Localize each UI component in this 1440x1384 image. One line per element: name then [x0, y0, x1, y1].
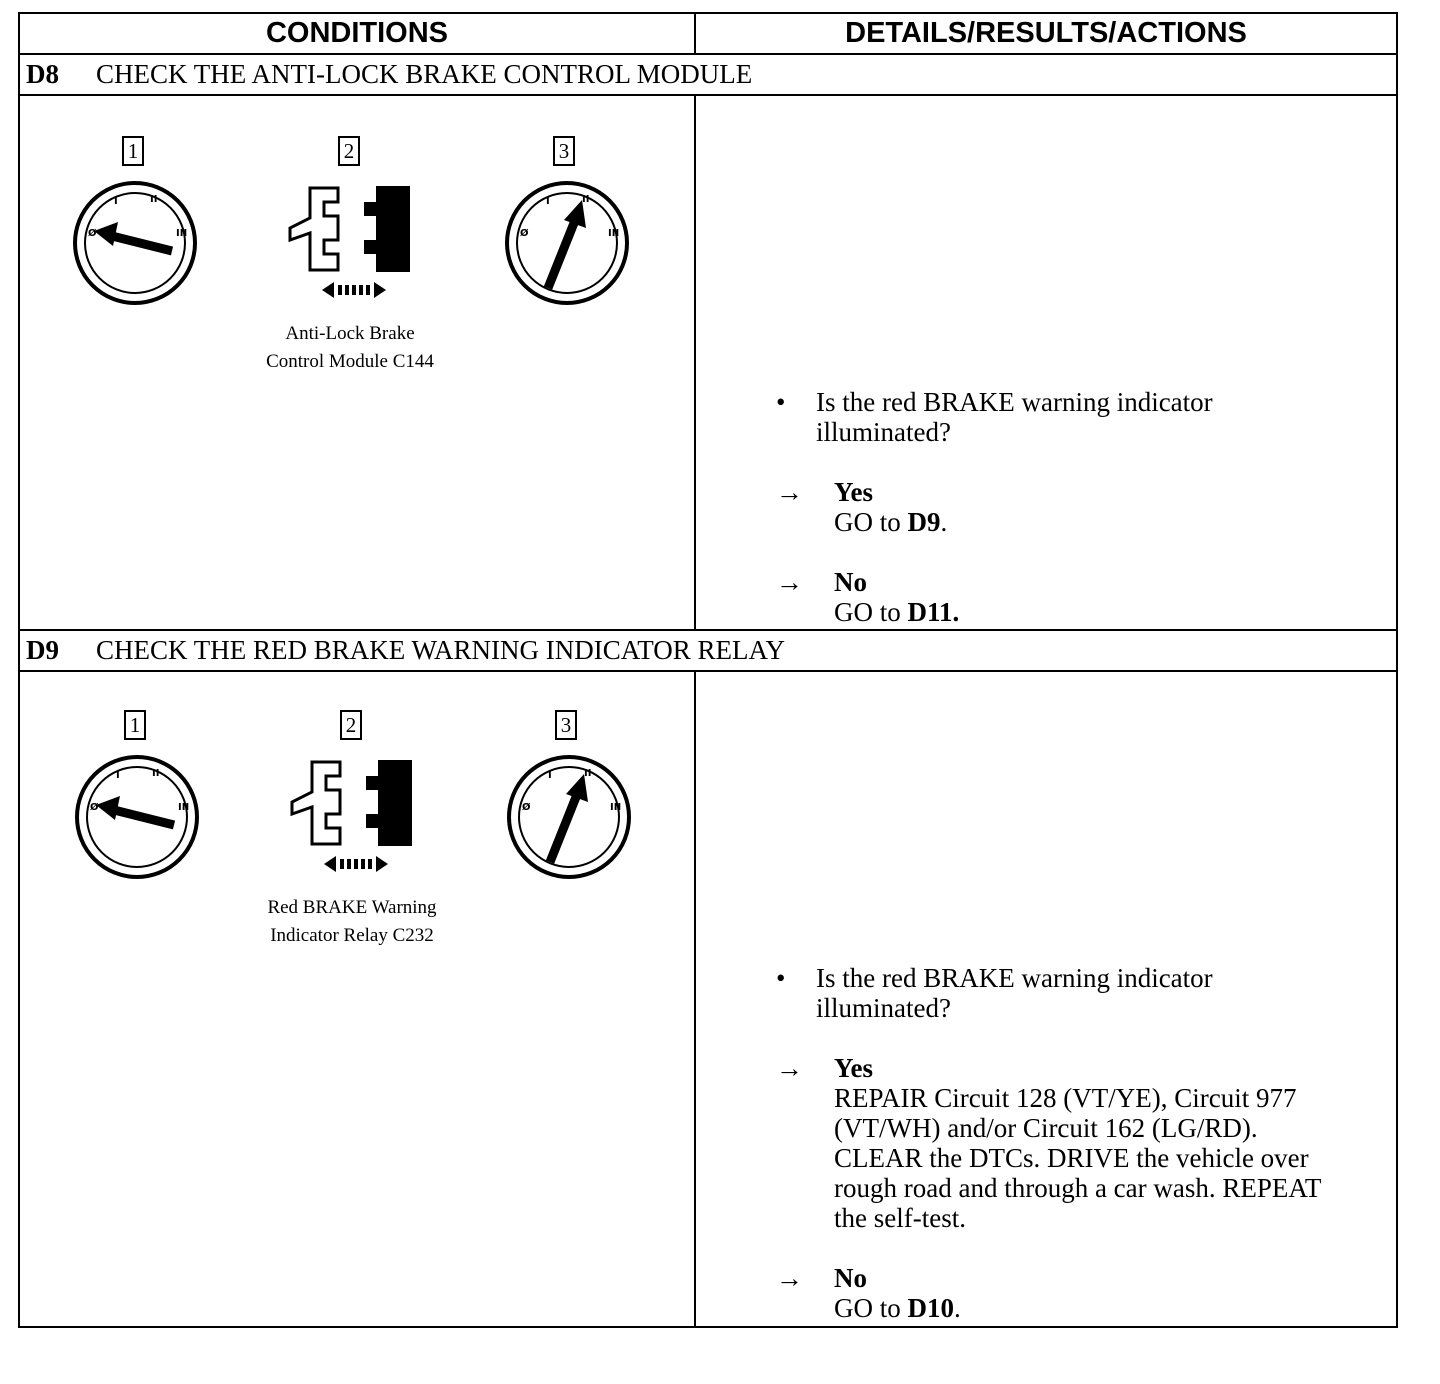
details-cell — [696, 96, 1396, 629]
svg-text:II: II — [584, 768, 592, 779]
step-number-1: 1 — [124, 710, 146, 740]
no-action: GO to D10. — [834, 1293, 961, 1323]
answer-no — [776, 567, 1434, 627]
caption-line-1: Red BRAKE Warning — [267, 897, 437, 918]
arrow-right-icon: → — [776, 567, 803, 597]
yes-label: Yes — [834, 477, 873, 507]
step-number-2: 2 — [340, 710, 362, 740]
svg-text:Ø: Ø — [522, 802, 531, 813]
section-id: D8 — [26, 59, 59, 89]
svg-text:III: III — [178, 802, 190, 813]
bullet-icon: • — [776, 963, 786, 993]
conditions-cell — [20, 96, 696, 629]
ignition-off-icon — [72, 752, 202, 882]
ignition-run-icon — [502, 178, 632, 308]
conditions-cell — [20, 672, 696, 1326]
ign-mark-2: II — [150, 194, 158, 205]
arrow-right-icon: → — [776, 1263, 803, 1293]
arrow-right-icon: → — [776, 477, 803, 507]
diagnostic-table — [18, 12, 1398, 1328]
ignition-off-icon — [70, 178, 200, 308]
no-action: GO to D11. — [834, 597, 960, 627]
yes-label: Yes — [834, 1053, 873, 1083]
no-label: No — [834, 1263, 867, 1293]
svg-text:III: III — [610, 802, 622, 813]
caption-line-1: Anti-Lock Brake — [285, 323, 415, 344]
step-number-2: 2 — [338, 136, 360, 166]
section-body — [20, 96, 1396, 631]
step-number-3: 3 — [555, 710, 577, 740]
section-d8 — [20, 55, 1396, 631]
connector-icon — [280, 178, 420, 298]
section-title — [20, 631, 1396, 672]
section-title-text: CHECK THE RED BRAKE WARNING INDICATOR RELAY — [96, 635, 786, 665]
question: • Is the red BRAKE warning indicator illuminated? — [776, 387, 1213, 447]
caption-line-2: Control Module C144 — [266, 351, 434, 372]
step-number-3: 3 — [553, 136, 575, 166]
details-cell — [696, 672, 1396, 1326]
table-header — [20, 14, 1396, 55]
answer-no — [776, 1263, 1434, 1323]
svg-text:I: I — [546, 196, 550, 207]
section-d9 — [20, 631, 1396, 1326]
section-body — [20, 672, 1396, 1326]
ign-mark-3: III — [176, 228, 188, 239]
svg-text:III: III — [608, 228, 620, 239]
arrow-right-icon: → — [776, 1053, 803, 1083]
question: • Is the red BRAKE warning indicator illuminated? — [776, 963, 1213, 1023]
svg-text:II: II — [582, 194, 590, 205]
ign-mark-1: I — [114, 196, 118, 207]
bullet-icon: • — [776, 387, 786, 417]
answer-yes: → Yes REPAIR Circuit 128 (VT/YE), Circuit 977 (VT/WH) and/or Circuit 162 (LG/RD). CLEAR the DTCs. DRIVE the vehicle over rough road and through a car wash. REPEAT the self-test. — [834, 1053, 1434, 1233]
no-label: No — [834, 567, 867, 597]
section-title-text: CHECK THE ANTI-LOCK BRAKE CONTROL MODULE — [96, 59, 753, 89]
step-number-1: 1 — [122, 136, 144, 166]
ignition-run-icon — [504, 752, 634, 882]
section-id: D9 — [26, 635, 59, 665]
svg-text:I: I — [548, 770, 552, 781]
ign-mark-0: Ø — [88, 228, 97, 239]
component-caption — [220, 320, 480, 376]
svg-text:I: I — [116, 770, 120, 781]
caption-line-2: Indicator Relay C232 — [270, 925, 434, 946]
header-details: DETAILS/RESULTS/ACTIONS — [845, 17, 1247, 49]
connector-icon — [282, 752, 422, 872]
yes-action: GO to D9. — [834, 507, 948, 537]
component-caption — [222, 894, 482, 950]
svg-text:II: II — [152, 768, 160, 779]
answer-yes — [776, 477, 1434, 537]
header-conditions: CONDITIONS — [20, 14, 696, 53]
svg-text:Ø: Ø — [520, 228, 529, 239]
svg-text:Ø: Ø — [90, 802, 99, 813]
section-title — [20, 55, 1396, 96]
